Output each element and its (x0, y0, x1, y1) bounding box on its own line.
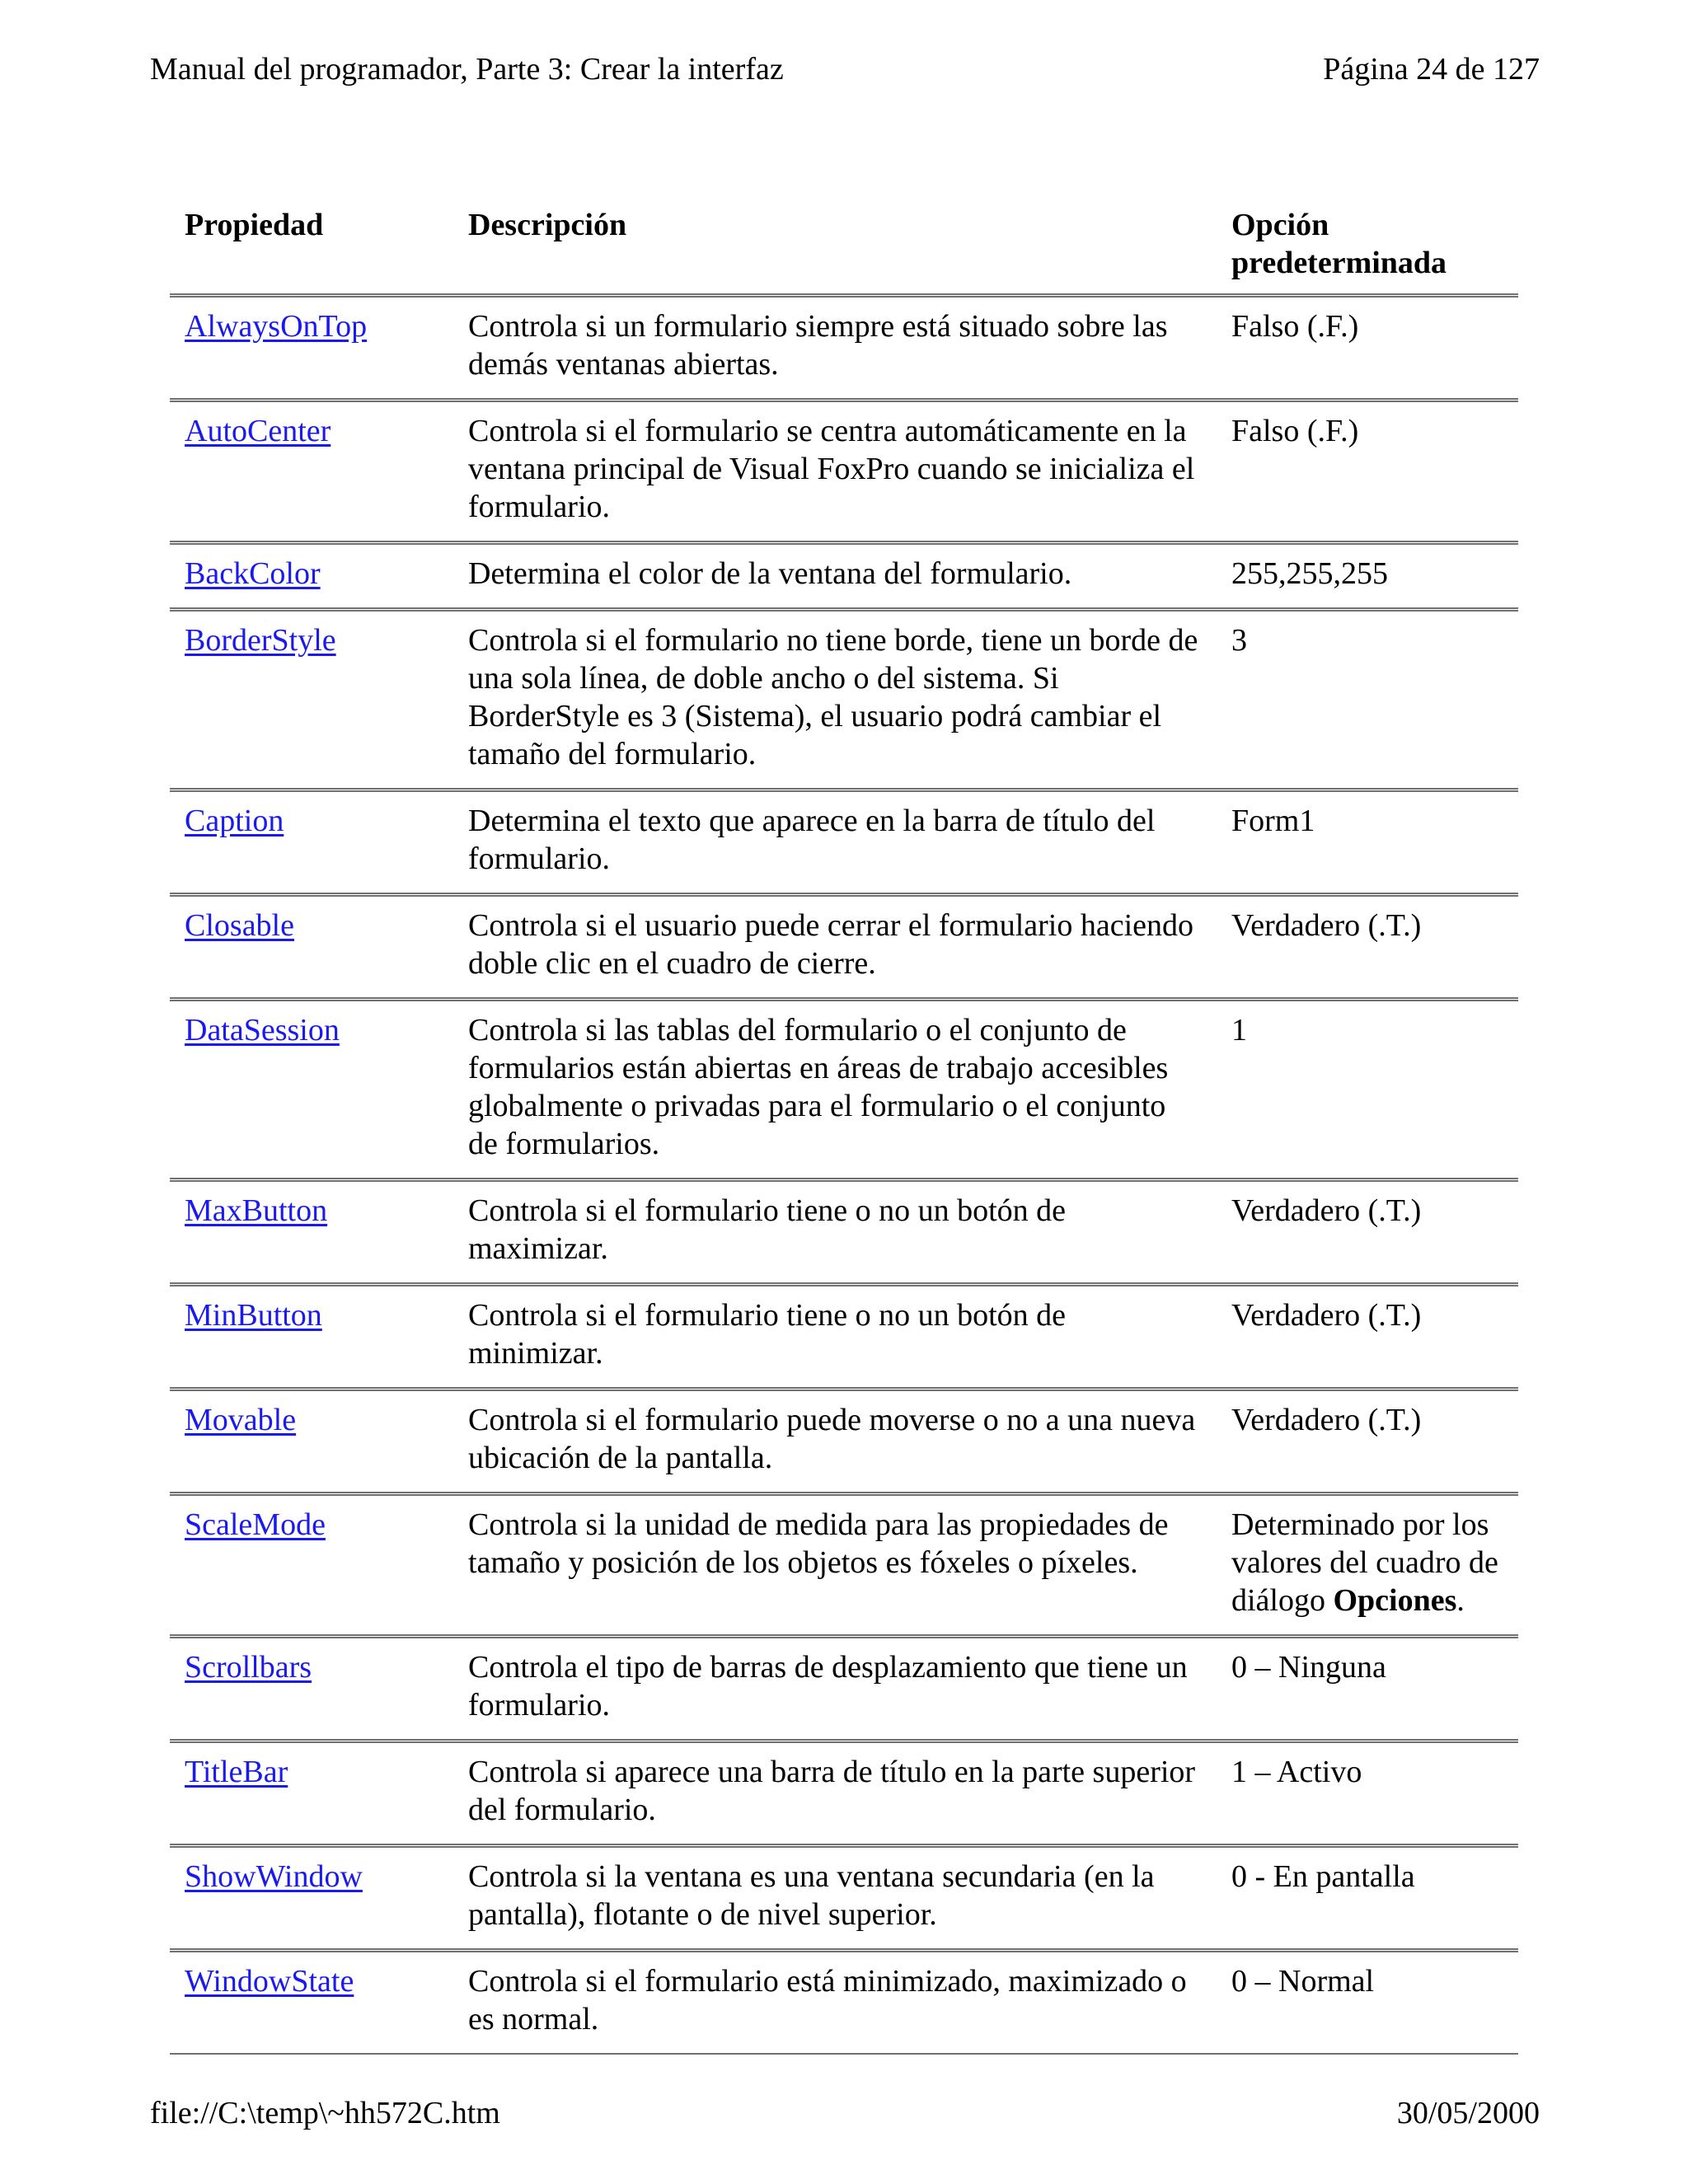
table-row (170, 1390, 1518, 1494)
description-cell: Controla si un formulario siempre está situado sobre las demás ventanas abiertas. (453, 296, 1217, 401)
property-cell (170, 1951, 453, 2055)
file-path: file://C:\temp\~hh572C.htm (150, 2096, 500, 2130)
property-link-closable[interactable]: Closable (185, 908, 294, 943)
column-header-default: Opción predeterminada (1217, 198, 1518, 296)
default-cell: Form1 (1217, 790, 1518, 895)
column-header-property: Propiedad (170, 198, 453, 296)
property-link-autocenter[interactable]: AutoCenter (185, 414, 331, 448)
default-cell: 0 – Ninguna (1217, 1637, 1518, 1741)
page-number: Página 24 de 127 (1323, 52, 1540, 87)
property-cell (170, 543, 453, 610)
table-row (170, 1846, 1518, 1951)
property-link-scrollbars[interactable]: Scrollbars (185, 1650, 312, 1685)
table-row (170, 296, 1518, 401)
table-row (170, 401, 1518, 543)
property-cell (170, 790, 453, 895)
default-cell: Verdadero (.T.) (1217, 1180, 1518, 1285)
property-cell (170, 296, 453, 401)
property-cell (170, 1180, 453, 1285)
description-cell: Determina el color de la ventana del formulario. (453, 543, 1217, 610)
default-cell: 3 (1217, 610, 1518, 790)
table-row (170, 1180, 1518, 1285)
page-header (150, 48, 1540, 91)
description-cell: Controla si aparece una barra de título en la parte superior del formulario. (453, 1741, 1217, 1846)
default-cell: 1 – Activo (1217, 1741, 1518, 1846)
default-cell: Verdadero (.T.) (1217, 1285, 1518, 1390)
description-cell: Controla si las tablas del formulario o el conjunto de formularios están abiertas en áreas de trabajo accesibles globalmente o privadas para el formulario o el conjunto de formularios. (453, 1000, 1217, 1180)
property-link-alwaysontop[interactable]: AlwaysOnTop (185, 309, 368, 344)
table-row (170, 1494, 1518, 1637)
property-cell (170, 1741, 453, 1846)
property-link-caption[interactable]: Caption (185, 804, 284, 838)
table-row (170, 1951, 1518, 2055)
table-row (170, 1637, 1518, 1741)
description-cell: Determina el texto que aparece en la barra de título del formulario. (453, 790, 1217, 895)
property-link-showwindow[interactable]: ShowWindow (185, 1859, 363, 1894)
description-cell: Controla el tipo de barras de desplazamiento que tiene un formulario. (453, 1637, 1217, 1741)
default-cell: Falso (.F.) (1217, 401, 1518, 543)
default-cell: 0 – Normal (1217, 1951, 1518, 2055)
default-cell: 1 (1217, 1000, 1518, 1180)
default-text: Determinado por los valores del cuadro de diálogo (1231, 1507, 1498, 1618)
print-date: 30/05/2000 (1396, 2096, 1540, 2130)
description-cell: Controla si la unidad de medida para las propiedades de tamaño y posición de los objetos es fóxeles o píxeles. (453, 1494, 1217, 1637)
description-cell: Controla si el usuario puede cerrar el formulario haciendo doble clic en el cuadro de cierre. (453, 895, 1217, 1000)
default-cell: 255,255,255 (1217, 543, 1518, 610)
property-cell (170, 1390, 453, 1494)
properties-table (170, 198, 1518, 2055)
column-header-description: Descripción (453, 198, 1217, 296)
property-link-scalemode[interactable]: ScaleMode (185, 1507, 326, 1542)
description-cell: Controla si el formulario tiene o no un botón de maximizar. (453, 1180, 1217, 1285)
default-cell: 0 - En pantalla (1217, 1846, 1518, 1951)
document-title: Manual del programador, Parte 3: Crear la interfaz (150, 52, 784, 87)
table-row (170, 543, 1518, 610)
description-cell: Controla si la ventana es una ventana secundaria (en la pantalla), flotante o de nivel superior. (453, 1846, 1217, 1951)
property-link-borderstyle[interactable]: BorderStyle (185, 623, 336, 658)
property-link-datasession[interactable]: DataSession (185, 1013, 340, 1047)
table-row (170, 1285, 1518, 1390)
property-link-titlebar[interactable]: TitleBar (185, 1755, 288, 1789)
default-cell: Falso (.F.) (1217, 296, 1518, 401)
table-row (170, 895, 1518, 1000)
property-link-movable[interactable]: Movable (185, 1403, 297, 1437)
property-cell (170, 1000, 453, 1180)
default-cell (1217, 1494, 1518, 1637)
default-bold-text: Opciones (1333, 1583, 1457, 1618)
description-cell: Controla si el formulario puede moverse o no a una nueva ubicación de la pantalla. (453, 1390, 1217, 1494)
description-cell: Controla si el formulario tiene o no un botón de minimizar. (453, 1285, 1217, 1390)
table-row (170, 610, 1518, 790)
property-cell (170, 1637, 453, 1741)
table-row (170, 1741, 1518, 1846)
property-cell (170, 895, 453, 1000)
property-cell (170, 1494, 453, 1637)
default-cell: Verdadero (.T.) (1217, 895, 1518, 1000)
table-header-row (170, 198, 1518, 296)
property-cell (170, 1846, 453, 1951)
table-row (170, 1000, 1518, 1180)
property-cell (170, 401, 453, 543)
property-cell (170, 610, 453, 790)
default-cell: Verdadero (.T.) (1217, 1390, 1518, 1494)
description-cell: Controla si el formulario está minimizado, maximizado o es normal. (453, 1951, 1217, 2055)
page-footer (150, 2092, 1540, 2135)
property-link-maxbutton[interactable]: MaxButton (185, 1193, 328, 1228)
default-suffix: . (1456, 1583, 1465, 1618)
property-link-minbutton[interactable]: MinButton (185, 1298, 322, 1333)
table-row (170, 790, 1518, 895)
property-link-backcolor[interactable]: BackColor (185, 556, 321, 591)
property-link-windowstate[interactable]: WindowState (185, 1964, 354, 1999)
description-cell: Controla si el formulario se centra automáticamente en la ventana principal de Visual FoxPro cuando se inicializa el formulario. (453, 401, 1217, 543)
description-cell: Controla si el formulario no tiene borde, tiene un borde de una sola línea, de doble ancho o del sistema. Si BorderStyle es 3 (Sistema), el usuario podrá cambiar el tamaño del formulario. (453, 610, 1217, 790)
property-cell (170, 1285, 453, 1390)
